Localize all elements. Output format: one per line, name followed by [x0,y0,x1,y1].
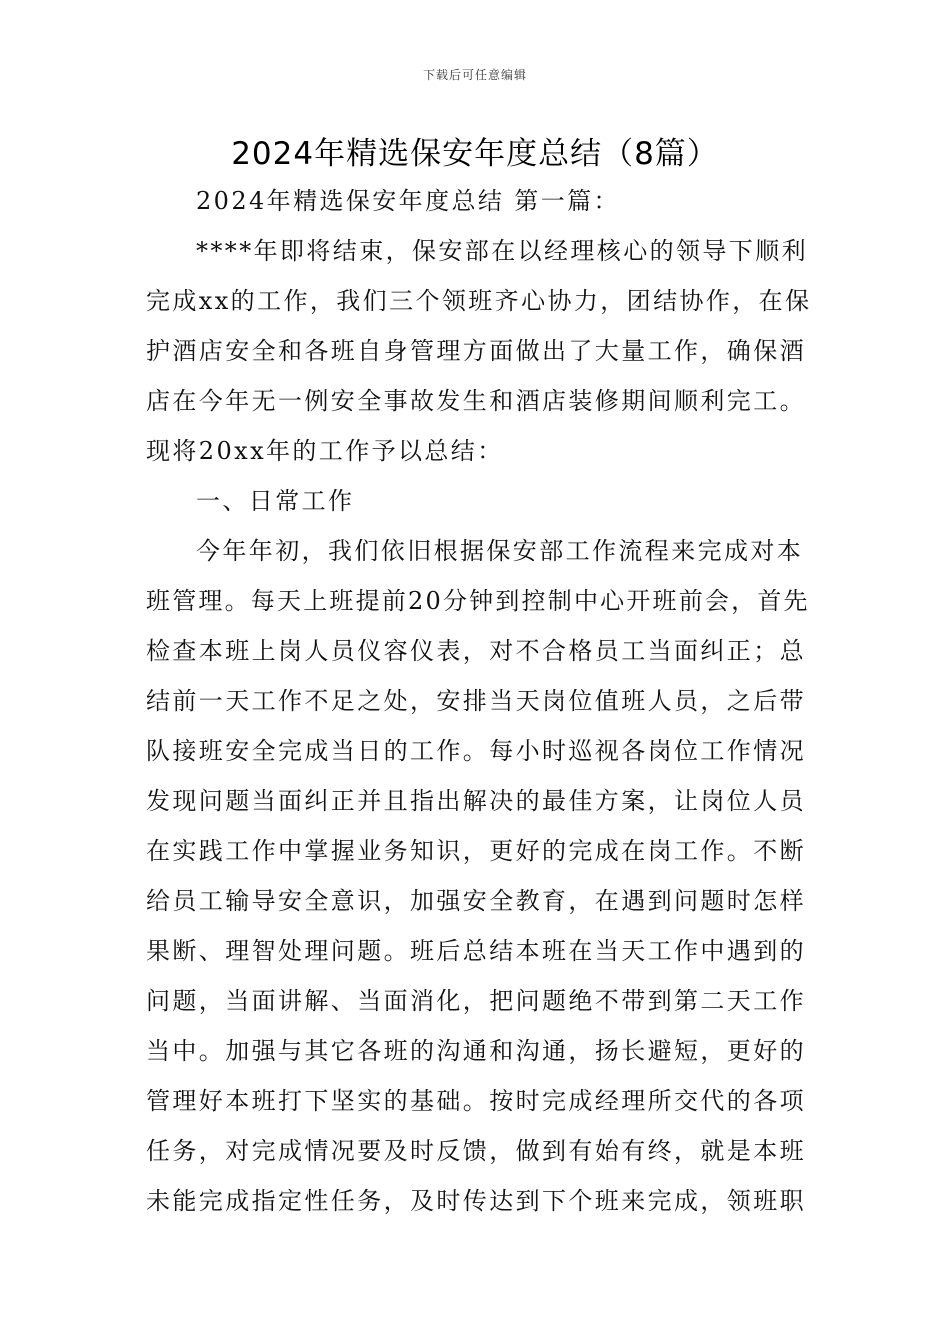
paragraph-line: 结前一天工作不足之处，安排当天岗位值班人员，之后带 [146,687,806,715]
document-title: 2024年精选保安年度总结（8篇） [231,136,719,172]
paragraph-line: 店在今年无一例安全事故发生和酒店装修期间顺利完工。 [146,387,806,415]
paragraph-line: ****年即将结束，保安部在以经理核心的领导下顺利 [196,237,808,265]
paragraph-line: 完成xx的工作，我们三个领班齐心协力，团结协作，在保 [146,287,812,315]
paragraph-line: 检查本班上岗人员仪容仪表，对不合格员工当面纠正；总 [146,637,806,665]
paragraph-line: 问题，当面讲解、当面消化，把问题绝不带到第二天工作 [146,987,806,1015]
paragraph-line: 今年年初，我们依旧根据保安部工作流程来完成对本 [196,537,804,565]
header-note: 下载后可任意编辑 [422,68,527,82]
paragraph-line: 管理好本班打下坚实的基础。按时完成经理所交代的各项 [146,1087,806,1115]
paragraph-line: 果断、理智处理问题。班后总结本班在当天工作中遇到的 [146,937,806,965]
paragraph-line: 护酒店安全和各班自身管理方面做出了大量工作，确保酒 [146,337,806,365]
paragraph-line: 队接班安全完成当日的工作。每小时巡视各岗位工作情况 [146,737,806,765]
paragraph-line: 当中。加强与其它各班的沟通和沟通，扬长避短，更好的 [146,1037,806,1065]
paragraph-line: 在实践工作中掌握业务知识，更好的完成在岗工作。不断 [146,837,806,865]
paragraph-line: 给员工输导安全意识，加强安全教育，在遇到问题时怎样 [146,887,806,915]
paragraph-line: 现将20xx年的工作予以总结： [146,437,504,465]
paragraph-line: 未能完成指定性任务，及时传达到下个班来完成，领班职 [146,1187,806,1215]
subheading: 一、日常工作 [196,487,355,515]
paragraph-line: 班管理。每天上班提前20分钟到控制中心开班前会，首先 [146,587,810,615]
paragraph-line: 任务，对完成情况要及时反馈，做到有始有终，就是本班 [146,1137,806,1165]
paragraph-line: 发现问题当面纠正并且指出解决的最佳方案，让岗位人员 [146,787,806,815]
section-heading: 2024年精选保安年度总结 第一篇： [196,187,620,215]
